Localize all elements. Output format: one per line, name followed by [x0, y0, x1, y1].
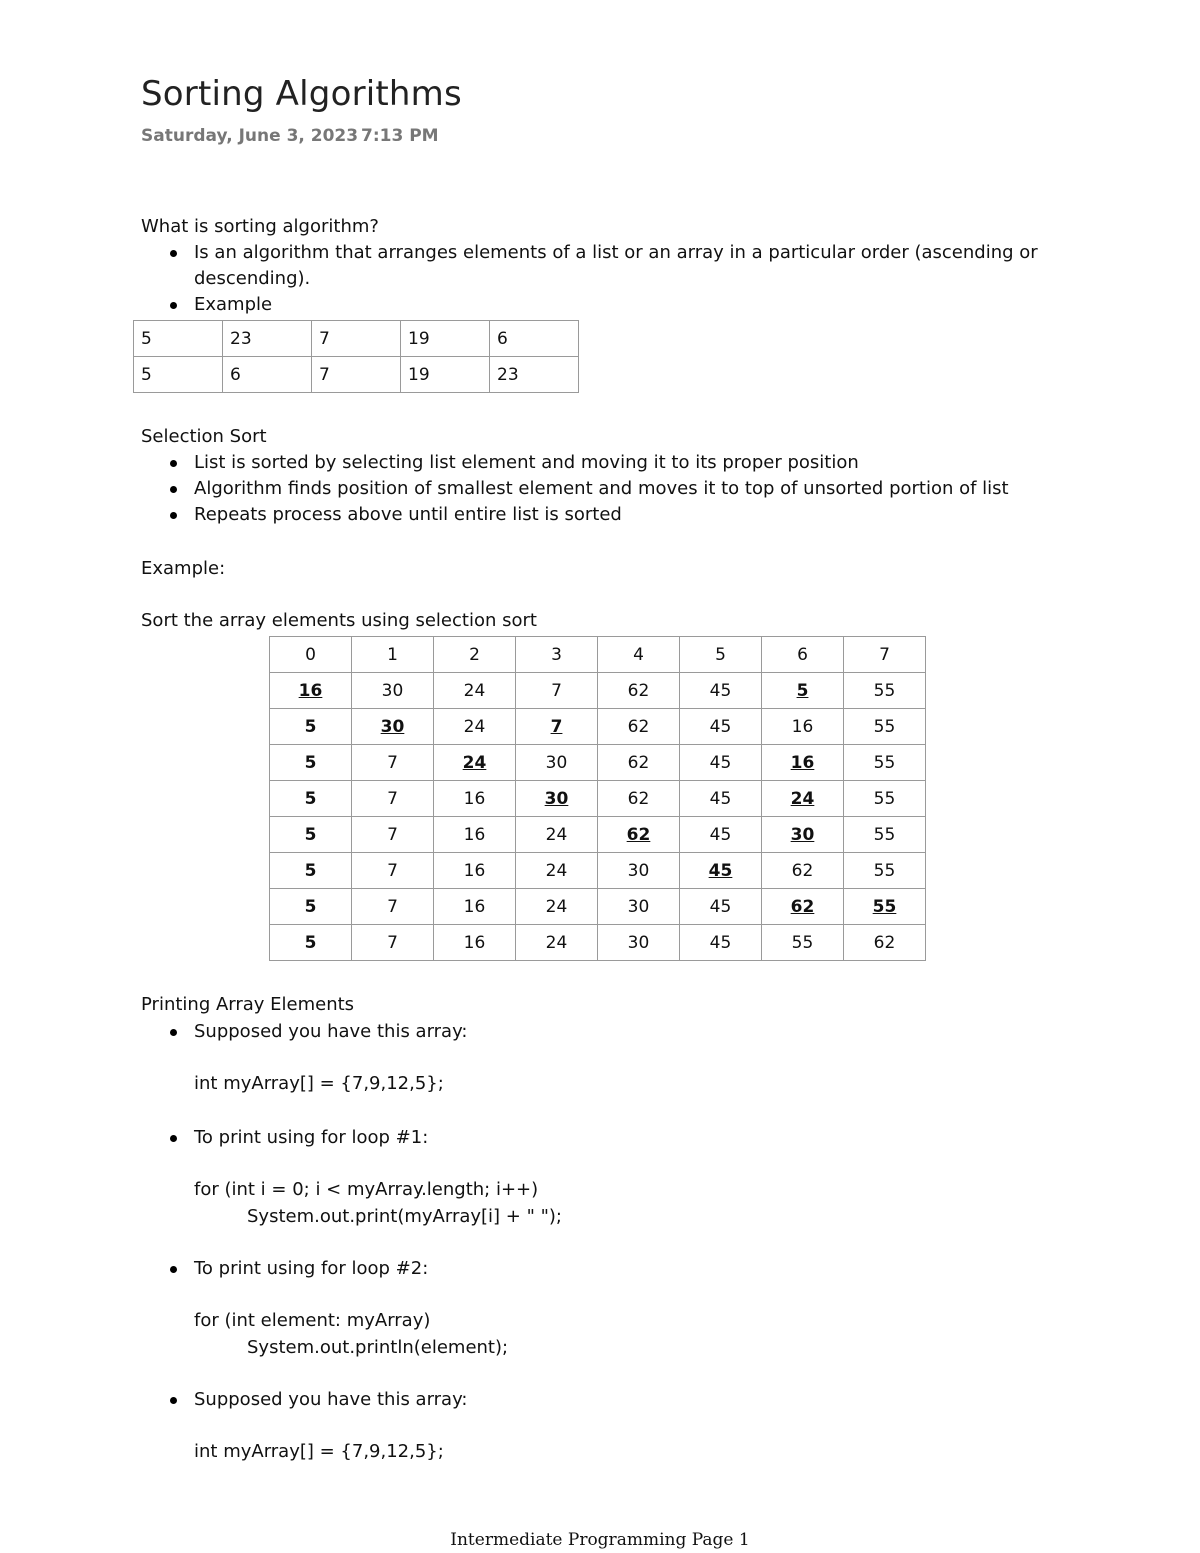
page-time: 7:13 PM — [361, 126, 439, 146]
sort-table-cell: 45 — [680, 745, 762, 781]
sort-table-cell: 24 — [434, 709, 516, 745]
sort-table-cell: 5 — [762, 673, 844, 709]
sort-table-cell: 16 — [434, 889, 516, 925]
sort-table-index-cell: 4 — [598, 637, 680, 673]
sort-table-cell: 16 — [434, 817, 516, 853]
sort-table-cell: 55 — [762, 925, 844, 961]
sort-table-cell: 30 — [516, 781, 598, 817]
sort-table-cell: 24 — [516, 853, 598, 889]
sort-table-cell: 45 — [680, 817, 762, 853]
selection-sort-heading: Selection Sort — [141, 426, 267, 447]
sort-table-cell: 62 — [598, 781, 680, 817]
printing-bullet-2: To print using for loop #1: — [141, 1125, 428, 1151]
sort-table-cell: 7 — [516, 673, 598, 709]
sort-table-cell: 30 — [762, 817, 844, 853]
page-footer: Intermediate Programming Page 1 — [450, 1530, 750, 1550]
example-table-cell: 19 — [401, 321, 490, 357]
sort-table-cell: 7 — [352, 817, 434, 853]
sort-table-cell: 62 — [598, 817, 680, 853]
sort-table-cell: 24 — [434, 673, 516, 709]
page-title: Sorting Algorithms — [141, 74, 462, 114]
sort-table-cell: 45 — [680, 781, 762, 817]
what-is-bullet-2: Example — [141, 292, 1038, 318]
example-table-cell: 7 — [312, 321, 401, 357]
sort-table-cell: 30 — [352, 709, 434, 745]
sort-table-cell: 45 — [680, 673, 762, 709]
sort-table-cell: 45 — [680, 889, 762, 925]
code-array-1: int myArray[] = {7,9,12,5}; — [194, 1073, 444, 1094]
printing-heading: Printing Array Elements — [141, 994, 355, 1015]
page-date: Saturday, June 3, 2023 — [141, 126, 359, 146]
example-table-cell: 7 — [312, 357, 401, 393]
printing-list-4 — [141, 1387, 468, 1413]
sort-table-cell: 16 — [762, 709, 844, 745]
sort-table-cell: 5 — [270, 817, 352, 853]
sort-table-cell: 55 — [844, 781, 926, 817]
printing-list-1 — [141, 1019, 468, 1045]
sort-table-cell: 55 — [844, 745, 926, 781]
what-is-bullet-1-line-2: descending). — [194, 268, 311, 289]
sort-table-row — [270, 889, 926, 925]
sort-table-cell: 7 — [352, 925, 434, 961]
sort-table-cell: 5 — [270, 709, 352, 745]
what-is-bullet-1 — [141, 240, 1038, 292]
example-table-cell: 5 — [134, 357, 223, 393]
code-for-loop-1-line-2: System.out.print(myArray[i] + " "); — [247, 1206, 562, 1227]
selection-bullet-2: Algorithm finds position of smallest element and moves it to top of unsorted portion of list — [141, 476, 1009, 502]
printing-bullet-4: Supposed you have this array: — [141, 1387, 468, 1413]
sort-table-cell: 5 — [270, 853, 352, 889]
sort-table-cell: 24 — [516, 817, 598, 853]
code-for-loop-1-line-1: for (int i = 0; i < myArray.length; i++) — [194, 1179, 539, 1200]
sort-table-cell: 16 — [434, 853, 516, 889]
printing-list-3 — [141, 1256, 428, 1282]
sort-table-header-row — [270, 637, 926, 673]
what-is-heading: What is sorting algorithm? — [141, 216, 379, 237]
sort-table-index-cell: 3 — [516, 637, 598, 673]
sort-table-cell: 5 — [270, 889, 352, 925]
sort-table-cell: 62 — [762, 889, 844, 925]
printing-bullet-1: Supposed you have this array: — [141, 1019, 468, 1045]
example-table-cell: 23 — [490, 357, 579, 393]
sort-table-cell: 55 — [844, 889, 926, 925]
sort-table-cell: 24 — [762, 781, 844, 817]
sort-table-cell: 30 — [598, 853, 680, 889]
what-is-list — [141, 240, 1038, 318]
sort-table-cell: 7 — [516, 709, 598, 745]
sort-table-cell: 16 — [434, 925, 516, 961]
sort-table-row — [270, 673, 926, 709]
sort-table-cell: 62 — [844, 925, 926, 961]
example-table-row — [134, 321, 579, 357]
sort-table-cell: 16 — [762, 745, 844, 781]
sort-table-row — [270, 853, 926, 889]
example-table-cell: 6 — [490, 321, 579, 357]
sort-table-cell: 62 — [598, 709, 680, 745]
sort-table-cell: 5 — [270, 781, 352, 817]
example-table — [133, 320, 579, 393]
sort-table-cell: 5 — [270, 745, 352, 781]
sort-table-row — [270, 745, 926, 781]
sort-table-cell: 7 — [352, 853, 434, 889]
sort-table-cell: 30 — [516, 745, 598, 781]
example-table-cell: 19 — [401, 357, 490, 393]
what-is-bullet-1-line-1: Is an algorithm that arranges elements of a list or an array in a particular order (ascending or — [194, 242, 1038, 263]
selection-sort-list — [141, 450, 1009, 528]
sort-table-cell: 30 — [598, 925, 680, 961]
sort-table-cell: 55 — [844, 709, 926, 745]
sort-table-cell: 45 — [680, 925, 762, 961]
sort-table-cell: 24 — [516, 889, 598, 925]
sort-table-cell: 62 — [762, 853, 844, 889]
sort-table-cell: 30 — [352, 673, 434, 709]
sort-table-cell: 24 — [434, 745, 516, 781]
sort-table-index-cell: 1 — [352, 637, 434, 673]
sort-table-cell: 5 — [270, 925, 352, 961]
code-for-loop-2-line-1: for (int element: myArray) — [194, 1310, 431, 1331]
sort-table-index-cell: 7 — [844, 637, 926, 673]
example-label: Example: — [141, 558, 226, 579]
sort-table-row — [270, 709, 926, 745]
example-table-cell: 6 — [223, 357, 312, 393]
sort-table-index-cell: 2 — [434, 637, 516, 673]
selection-sort-table — [269, 636, 926, 961]
sort-table-cell: 16 — [434, 781, 516, 817]
example-table-cell: 5 — [134, 321, 223, 357]
sort-table-cell: 30 — [598, 889, 680, 925]
code-array-2: int myArray[] = {7,9,12,5}; — [194, 1441, 444, 1462]
sort-table-cell: 16 — [270, 673, 352, 709]
sort-table-cell: 24 — [516, 925, 598, 961]
sort-table-cell: 55 — [844, 853, 926, 889]
sort-task: Sort the array elements using selection sort — [141, 610, 537, 631]
printing-list-2 — [141, 1125, 428, 1151]
sort-table-index-cell: 0 — [270, 637, 352, 673]
sort-table-cell: 62 — [598, 673, 680, 709]
sort-table-cell: 7 — [352, 889, 434, 925]
sort-table-row — [270, 925, 926, 961]
code-for-loop-2-line-2: System.out.println(element); — [247, 1337, 509, 1358]
selection-bullet-1: List is sorted by selecting list element and moving it to its proper position — [141, 450, 1009, 476]
sort-table-cell: 62 — [598, 745, 680, 781]
example-table-cell: 23 — [223, 321, 312, 357]
sort-table-cell: 45 — [680, 853, 762, 889]
sort-table-cell: 7 — [352, 781, 434, 817]
printing-bullet-3: To print using for loop #2: — [141, 1256, 428, 1282]
sort-table-row — [270, 817, 926, 853]
sort-table-cell: 55 — [844, 817, 926, 853]
sort-table-index-cell: 5 — [680, 637, 762, 673]
sort-table-cell: 7 — [352, 745, 434, 781]
sort-table-cell: 55 — [844, 673, 926, 709]
selection-bullet-3: Repeats process above until entire list is sorted — [141, 502, 1009, 528]
sort-table-row — [270, 781, 926, 817]
example-table-row — [134, 357, 579, 393]
sort-table-cell: 45 — [680, 709, 762, 745]
sort-table-index-cell: 6 — [762, 637, 844, 673]
